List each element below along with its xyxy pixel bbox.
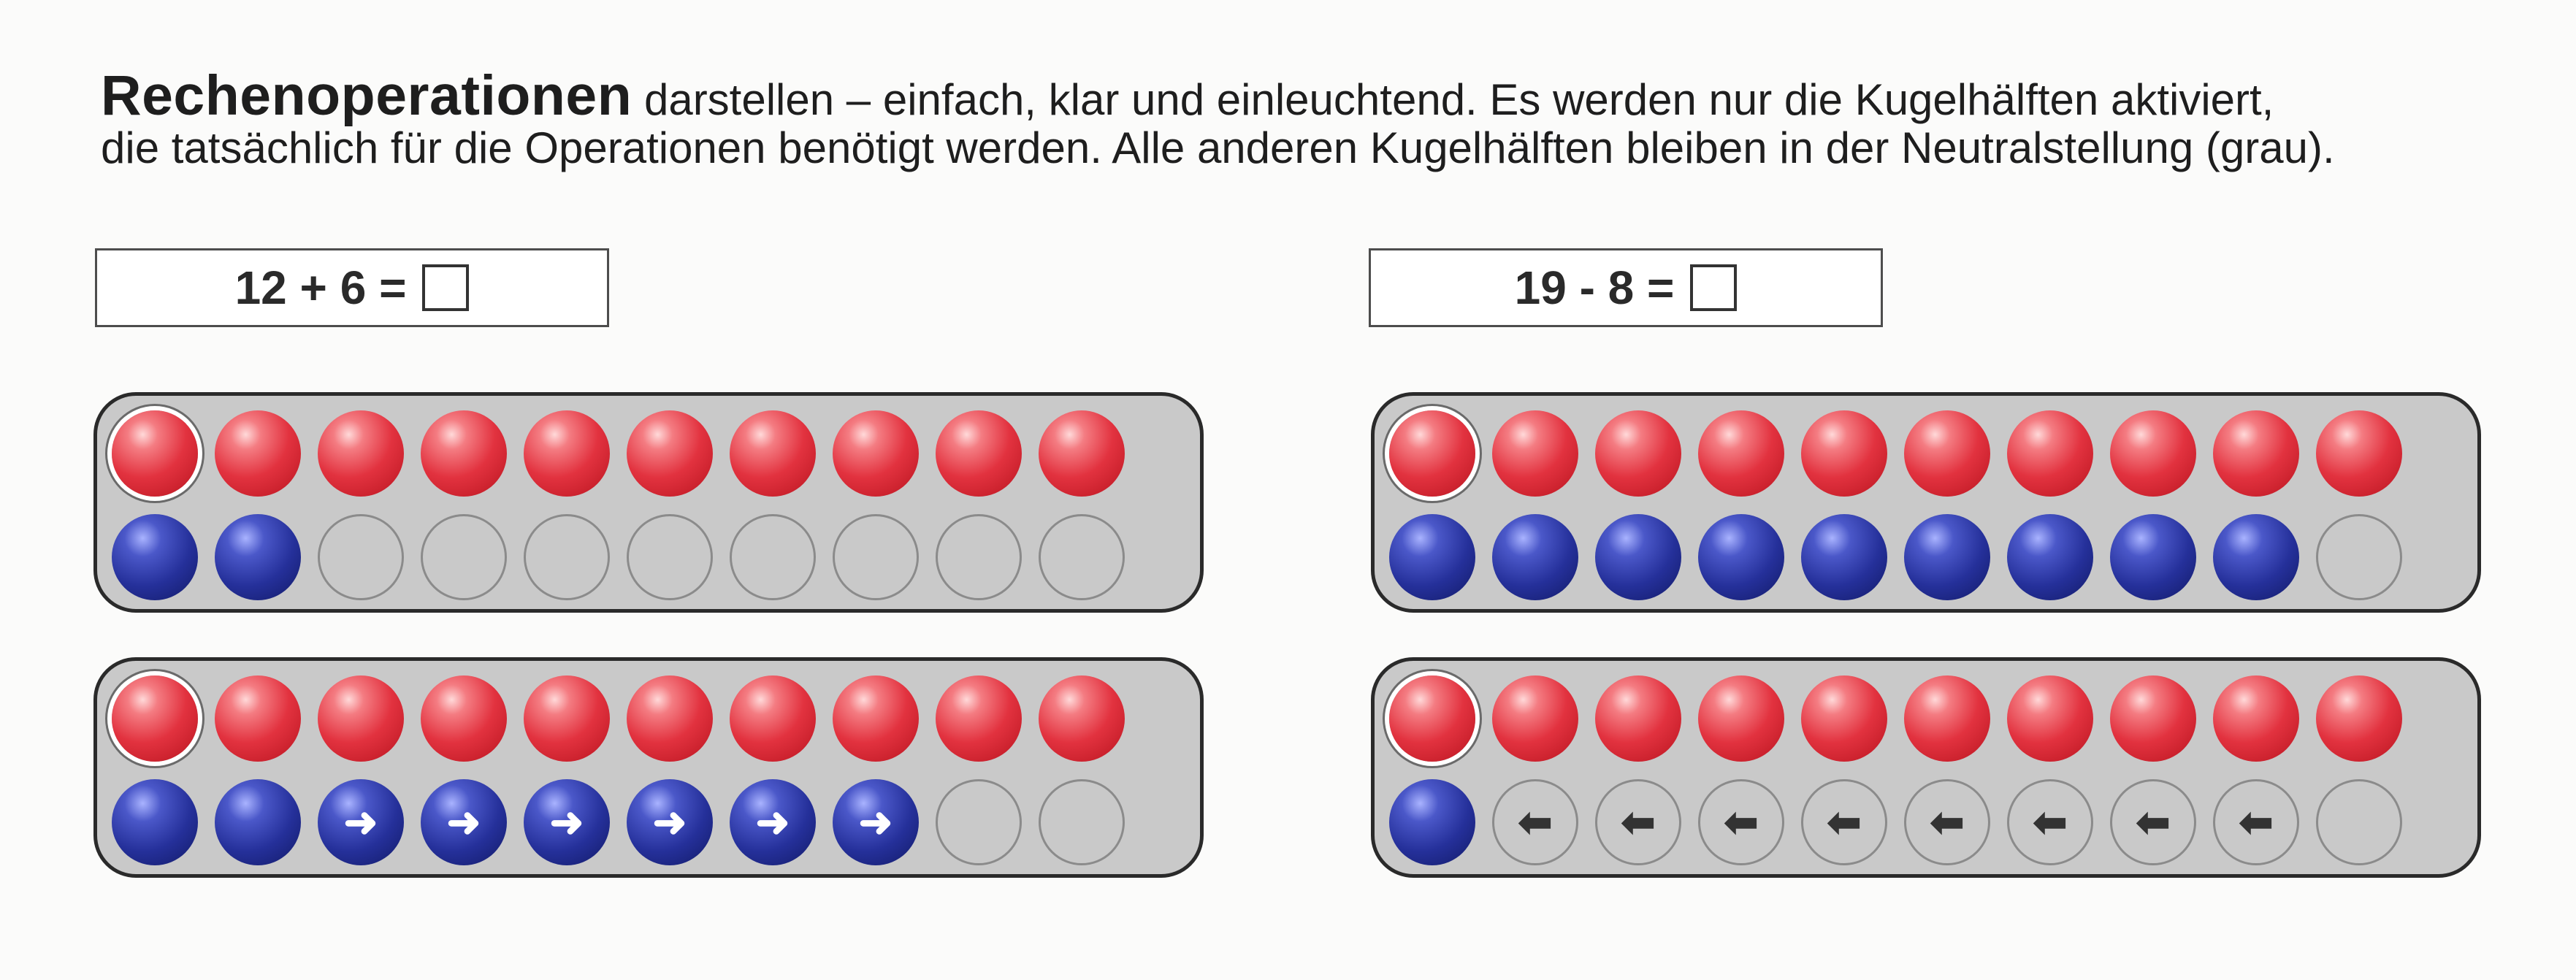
arrow-left-icon: ⬅ <box>1724 799 1759 845</box>
arrow-right-icon: ➜ <box>446 799 481 845</box>
blue-bead <box>1389 779 1475 865</box>
red-bead <box>112 675 198 762</box>
bead-frame-addition-start <box>93 392 1204 613</box>
neutral-bead-arrow-left <box>1904 779 1990 865</box>
intro-line1: darstellen – einfach, klar und einleuchtend. Es werden nur die Kugelhälften aktiviert, <box>632 75 2274 124</box>
neutral-bead <box>421 514 507 600</box>
neutral-bead <box>730 514 816 600</box>
red-bead <box>627 675 713 762</box>
red-bead <box>215 675 301 762</box>
blue-bead <box>1389 514 1475 600</box>
blue-bead <box>112 514 198 600</box>
blue-bead <box>2110 514 2196 600</box>
bead-frame-subtraction-result <box>1371 657 2481 878</box>
bead-row-blue <box>1389 513 2463 602</box>
red-bead <box>1904 675 1990 762</box>
neutral-bead <box>1039 514 1125 600</box>
red-bead <box>1492 410 1578 497</box>
arrow-left-icon: ⬅ <box>1621 799 1656 845</box>
equation-addition <box>95 248 609 327</box>
bead-row-red <box>1389 409 2463 498</box>
neutral-bead-arrow-left <box>1698 779 1784 865</box>
neutral-bead-arrow-left <box>1801 779 1887 865</box>
blue-bead-arrow-right <box>524 779 610 865</box>
bead-row-blue <box>112 778 1185 867</box>
arrow-left-icon: ⬅ <box>2033 799 2068 845</box>
red-bead <box>2316 675 2402 762</box>
red-bead <box>936 675 1022 762</box>
neutral-bead <box>2316 779 2402 865</box>
bead-row-red <box>112 409 1185 498</box>
red-bead <box>833 675 919 762</box>
red-bead <box>833 410 919 497</box>
arrow-left-icon: ⬅ <box>1518 799 1553 845</box>
neutral-bead <box>833 514 919 600</box>
neutral-bead <box>318 514 404 600</box>
red-bead <box>1389 410 1475 497</box>
neutral-bead-arrow-left <box>2007 779 2093 865</box>
arrow-left-icon: ⬅ <box>2136 799 2171 845</box>
intro-line2: die tatsächlich für die Operationen benötigt werden. Alle anderen Kugelhälften bleiben in der Neutralstellung (grau). <box>101 123 2335 172</box>
red-bead <box>1698 675 1784 762</box>
red-bead <box>524 675 610 762</box>
arrow-left-icon: ⬅ <box>1827 799 1862 845</box>
bead-row-red <box>112 674 1185 763</box>
bead-row-blue <box>112 513 1185 602</box>
red-bead <box>318 410 404 497</box>
blue-bead <box>1595 514 1681 600</box>
bead-frame-subtraction-start <box>1371 392 2481 613</box>
red-bead <box>730 410 816 497</box>
answer-box <box>1690 264 1737 311</box>
neutral-bead <box>2316 514 2402 600</box>
blue-bead <box>1801 514 1887 600</box>
red-bead <box>730 675 816 762</box>
blue-bead <box>1492 514 1578 600</box>
blue-bead <box>1904 514 1990 600</box>
red-bead <box>1801 675 1887 762</box>
red-bead <box>1595 410 1681 497</box>
red-bead <box>2213 675 2299 762</box>
intro-text <box>101 64 2533 172</box>
red-bead <box>2007 410 2093 497</box>
neutral-bead-arrow-left <box>2110 779 2196 865</box>
equation-addition-text: 12 + 6 = <box>234 261 407 314</box>
equation-subtraction <box>1369 248 1883 327</box>
red-bead <box>1698 410 1784 497</box>
blue-bead <box>2007 514 2093 600</box>
red-bead <box>1595 675 1681 762</box>
red-bead <box>112 410 198 497</box>
blue-bead <box>112 779 198 865</box>
blue-bead <box>2213 514 2299 600</box>
neutral-bead <box>1039 779 1125 865</box>
red-bead <box>2316 410 2402 497</box>
neutral-bead <box>627 514 713 600</box>
blue-bead-arrow-right <box>318 779 404 865</box>
neutral-bead-arrow-left <box>2213 779 2299 865</box>
bead-frame-addition-result <box>93 657 1204 878</box>
red-bead <box>421 410 507 497</box>
answer-box <box>422 264 469 311</box>
neutral-bead <box>936 779 1022 865</box>
neutral-bead <box>936 514 1022 600</box>
red-bead <box>1039 675 1125 762</box>
bead-row-blue <box>1389 778 2463 867</box>
red-bead <box>1492 675 1578 762</box>
red-bead <box>1389 675 1475 762</box>
arrow-left-icon: ⬅ <box>2239 799 2274 845</box>
arrow-left-icon: ⬅ <box>1930 799 1965 845</box>
arrow-right-icon: ➜ <box>343 799 378 845</box>
arrow-right-icon: ➜ <box>858 799 893 845</box>
arrow-right-icon: ➜ <box>652 799 687 845</box>
blue-bead <box>1698 514 1784 600</box>
blue-bead <box>215 514 301 600</box>
red-bead <box>627 410 713 497</box>
arrow-right-icon: ➜ <box>755 799 790 845</box>
blue-bead <box>215 779 301 865</box>
arrow-right-icon: ➜ <box>549 799 584 845</box>
red-bead <box>1904 410 1990 497</box>
neutral-bead-arrow-left <box>1492 779 1578 865</box>
blue-bead-arrow-right <box>730 779 816 865</box>
red-bead <box>2213 410 2299 497</box>
equation-subtraction-text: 19 - 8 = <box>1514 261 1675 314</box>
red-bead <box>524 410 610 497</box>
intro-heading: Rechenoperationen <box>101 64 632 127</box>
red-bead <box>2110 675 2196 762</box>
red-bead <box>1039 410 1125 497</box>
red-bead <box>2110 410 2196 497</box>
bead-row-red <box>1389 674 2463 763</box>
blue-bead-arrow-right <box>833 779 919 865</box>
red-bead <box>215 410 301 497</box>
blue-bead-arrow-right <box>627 779 713 865</box>
red-bead <box>318 675 404 762</box>
blue-bead-arrow-right <box>421 779 507 865</box>
red-bead <box>421 675 507 762</box>
red-bead <box>1801 410 1887 497</box>
neutral-bead <box>524 514 610 600</box>
red-bead <box>2007 675 2093 762</box>
red-bead <box>936 410 1022 497</box>
neutral-bead-arrow-left <box>1595 779 1681 865</box>
